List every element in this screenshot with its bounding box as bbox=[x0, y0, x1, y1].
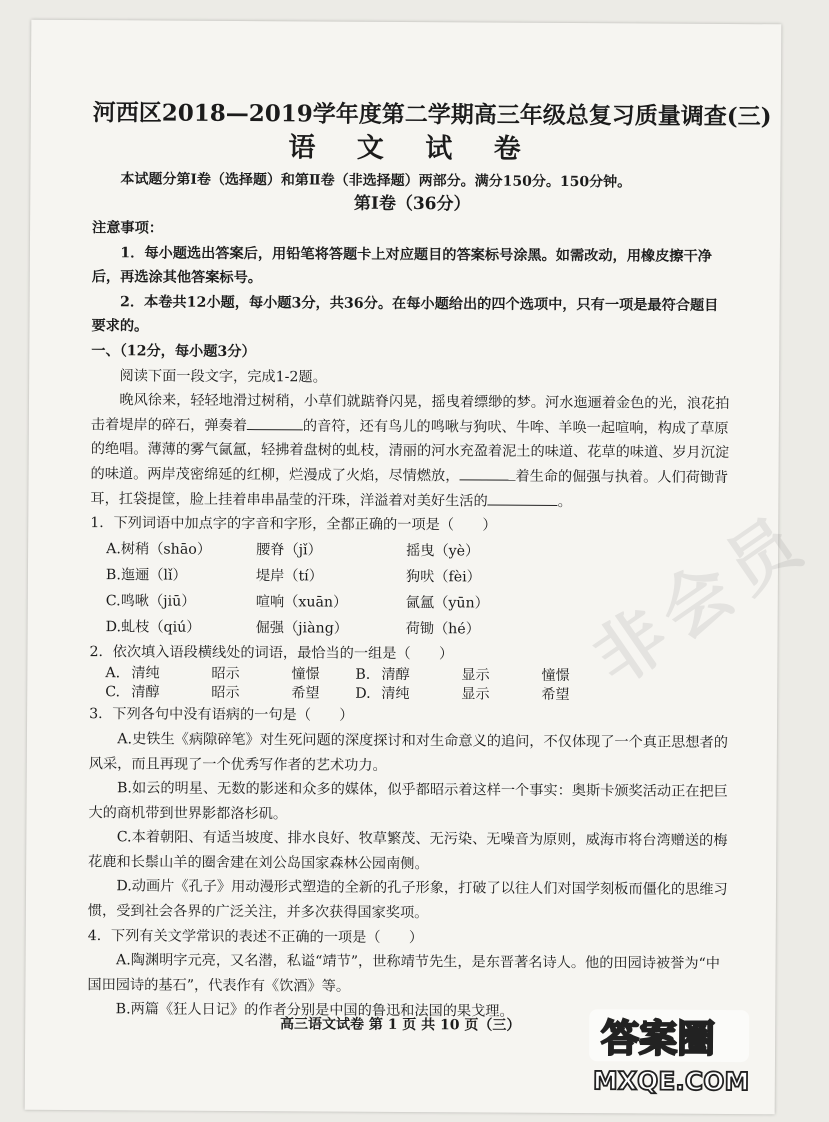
watermark-diagonal: 非会员 bbox=[578, 496, 823, 701]
part1-intro: 阅读下面一段文字，完成1-2题。 bbox=[119, 367, 327, 386]
q1-option: 喧响（xuān） bbox=[255, 593, 348, 611]
blank-2 bbox=[459, 465, 515, 480]
blank-3 bbox=[488, 490, 558, 505]
q2-cell: D. bbox=[355, 686, 371, 703]
q1-option: 荷锄（hé） bbox=[405, 620, 480, 638]
notes-heading: 注意事项： bbox=[92, 220, 164, 237]
q2-cell: 昭示 bbox=[211, 685, 240, 702]
q3-option-c: C.本着朝阳、有适当坡度、排水良好、牧草繁茂、无污染、无噪音为原则，威海市将台湾赠送的梅花鹿和长鬃山羊的圈舍建在刘公岛国家森林公园南侧。 bbox=[88, 829, 728, 873]
q1-stem: 1．下列词语中加点字的字音和字形，全都正确的一项是（ ） bbox=[90, 515, 497, 534]
exam-meta: 本试题分第Ⅰ卷（选择题）和第Ⅱ卷（非选择题）两部分。满分150分。150分钟。 bbox=[120, 171, 632, 191]
q2-cell: 希望 bbox=[541, 687, 570, 704]
q1-options bbox=[106, 536, 731, 644]
blank-1 bbox=[247, 415, 303, 430]
section-heading: 第Ⅰ卷（36分） bbox=[353, 193, 471, 215]
q3-option-d: D.动画片《孔子》用动漫形式塑造的全新的孔子形象，打破了以往人们对国学刻板而僵化的思维习惯，受到社会各界的广泛关注，并多次获得国家奖项。 bbox=[87, 878, 728, 922]
passage-text-b: 的音符，还有鸟儿的鸣啾与狗吠、牛哞、羊唤一起喧响，构成了草原的绝唱。薄薄的雾气氤氲，轻拂着盘树的虬枝，清丽的河水充盈着泥土的味道、花草的味道、岁月沉淀的味道。两岸茂密绵延的红柳，烂漫成了火焰，尽情燃放， bbox=[90, 418, 730, 485]
q1-option: C.鸣啾（jiū） bbox=[105, 592, 196, 610]
exam-subtitle: 语 文 试 卷 bbox=[288, 132, 537, 165]
q3-option-a: A.史铁生《病隙碎笔》对生死问题的深度探讨和对生命意义的追问，不仅体现了一个真正思想者的风采，而且再现了一个优秀写作者的艺术功力。 bbox=[88, 731, 729, 774]
exam-title: 河西区2018—2019学年度第二学期高三年级总复习质量调查(三) bbox=[92, 99, 772, 131]
q1-option: A.树稍（shāo） bbox=[106, 540, 212, 558]
passage bbox=[90, 388, 731, 515]
q2-cell: 显示 bbox=[461, 667, 490, 684]
q4-option-b: B.两篇《狂人日记》的作者分别是中国的鲁迅和法国的果戈理。 bbox=[115, 1001, 514, 1021]
q2-cell: C. bbox=[105, 684, 121, 701]
q2-stem: 2．依次填入语段横线处的词语，最恰当的一组是（ ） bbox=[89, 643, 454, 663]
site-logo-graphic bbox=[587, 1005, 758, 1096]
q1-option: 倔强（jiàng） bbox=[255, 619, 349, 637]
exam-content bbox=[87, 98, 772, 1026]
q1-option: 摇曳（yè） bbox=[406, 542, 480, 560]
q2-cell: 希望 bbox=[291, 685, 320, 702]
passage-text-c: 着生命的倔强与执着。人们荷锄背耳，扛袋提筐，脸上挂着串串晶莹的汗珠，洋溢着对美好生活的 bbox=[90, 468, 729, 510]
q1-option: D.虬枝（qiú） bbox=[105, 618, 201, 636]
q2-cell: 清纯 bbox=[131, 665, 160, 682]
q2-cell: B. bbox=[355, 667, 371, 684]
page-footer: 高三语文试卷 第 1 页 共 10 页（三） bbox=[279, 1016, 521, 1034]
q3-stem: 3．下列各句中没有语病的一句是（ ） bbox=[89, 706, 354, 725]
q1-option: 氤氲（yūn） bbox=[405, 594, 489, 612]
note-2: 2．本卷共12小题，每小题3分，共36分。在每小题给出的四个选项中，只有一项是最符合题目要求的。 bbox=[91, 294, 719, 335]
passage-text-a: 晚风徐来，轻轻地滑过树稍，小草们就踮脊闪晃，摇曳着缥缈的梦。河水迤逦着金色的光，浪花拍击着堤岸的碎石，弹奏着 bbox=[90, 392, 730, 434]
q2-options bbox=[105, 664, 729, 706]
q1-option: B.迤逦（lǐ） bbox=[105, 566, 187, 584]
q2-cell: 憧憬 bbox=[291, 666, 320, 683]
q2-cell: 清醇 bbox=[381, 667, 410, 684]
logo-text: 答案圈 bbox=[600, 1016, 716, 1061]
q2-cell: 憧憬 bbox=[541, 668, 570, 685]
q3-option-b: B.如云的明星、无数的影迷和众多的媒体，似乎都昭示着这样一个事实：奥斯卡颁奖活动正在把巨大的商机带到世界影都洛杉矶。 bbox=[88, 780, 728, 822]
logo-url: MXQE.COM bbox=[592, 1066, 750, 1097]
site-logo bbox=[587, 1005, 758, 1096]
exam-sheet bbox=[25, 20, 823, 1115]
q2-cell: 清纯 bbox=[381, 686, 410, 703]
note-1: 1．每小题选出答案后，用铅笔将答题卡上对应题目的答案标号涂黑。如需改动，用橡皮擦干净后，再选涂其他答案标号。 bbox=[91, 244, 712, 287]
q2-cell: 昭示 bbox=[211, 666, 240, 683]
part1-heading: 一、（12分，每小题3分） bbox=[91, 343, 256, 361]
passage-end: 。 bbox=[557, 493, 572, 510]
q2-cell: 显示 bbox=[461, 686, 490, 703]
q1-option: 堤岸（tí） bbox=[255, 567, 323, 585]
q2-cell: A. bbox=[105, 665, 121, 682]
q4-stem: 4．下列有关文学常识的表述不正确的一项是（ ） bbox=[87, 927, 424, 946]
q2-cell: 清醇 bbox=[131, 684, 160, 701]
q1-option: 狗吠（fèi） bbox=[405, 568, 481, 586]
q1-option: 腰脊（jǐ） bbox=[256, 541, 322, 559]
q4-option-a: A.陶渊明字元亮，又名潜，私谥“靖节”，世称靖节先生，是东晋著名诗人。他的田园诗被誉为“中国田园诗的基石”，代表作有《饮酒》等。 bbox=[87, 952, 721, 995]
